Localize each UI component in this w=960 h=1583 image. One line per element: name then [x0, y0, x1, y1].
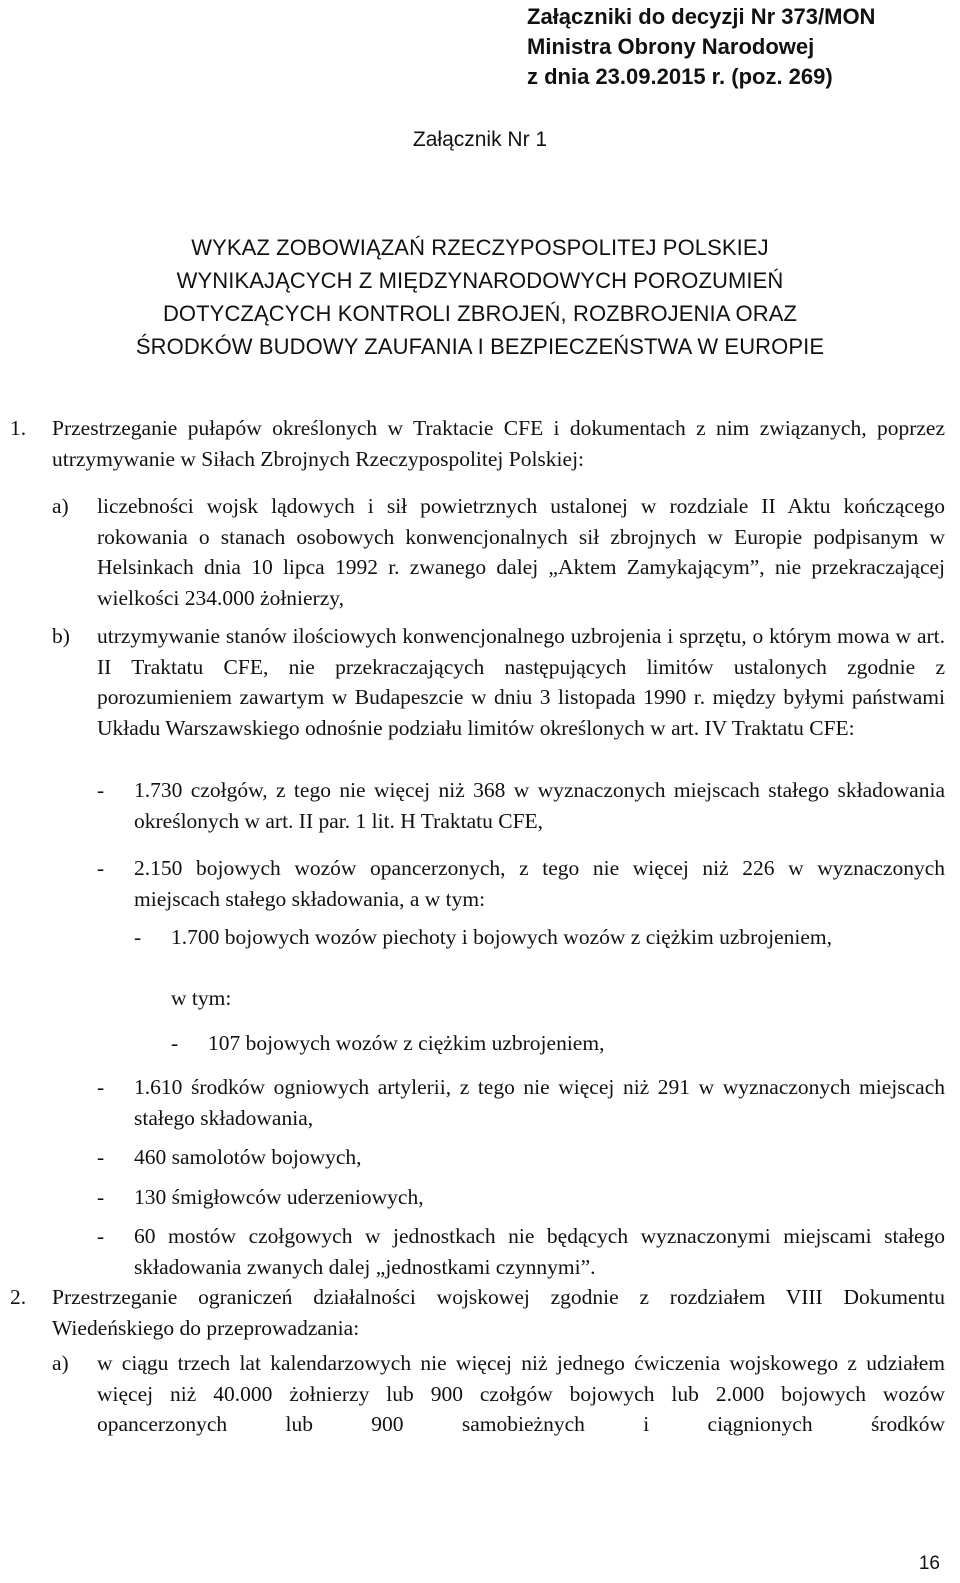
section-2a-marker: a): [52, 1351, 69, 1375]
section-2-number: 2.: [10, 1285, 27, 1309]
limit-artillery: 1.610 środków ogniowych artylerii, z tego nie więcej niż 291 w wyznaczonych miejscach stałego składowania,: [134, 1075, 945, 1130]
section-1b-text: utrzymywanie stanów ilościowych konwencjonalnego uzbrojenia i sprzętu, o którym mowa w art. II Traktatu CFE, nie przekraczających następujących limitów ustalonych zgodnie z porozumieniem zawartym w Budapeszcie w dniu 3 listopada 1990 r. między byłymi państwami Układu Warszawskiego odnośnie podziału limitów określonych w art. IV Traktatu CFE:: [97, 624, 945, 740]
dash-3: -: [97, 1075, 105, 1099]
document-title: [0, 231, 960, 363]
section-1b-marker: b): [52, 624, 70, 648]
limit-bridges: 60 mostów czołgowych w jednostkach nie będących wyznaczonymi miejscami stałego składowania zwanych dalej „jednostkami czynnymi”.: [134, 1224, 945, 1279]
dash-2a: -: [134, 925, 142, 949]
header-line-1: Załączniki do decyzji Nr 373/MON: [527, 4, 876, 29]
section-1-lead: [52, 413, 945, 474]
annex-label: Załącznik Nr 1: [412, 128, 548, 151]
section-1a-marker: a): [52, 494, 69, 518]
title-line-2: WYNIKAJĄCYCH Z MIĘDZYNARODOWYCH POROZUMIEŃ: [176, 268, 784, 293]
dash-2: -: [97, 856, 105, 880]
decision-header: [527, 2, 947, 92]
section-2a-text: w ciągu trzech lat kalendarzowych nie więcej niż jednego ćwiczenia wojskowego z udziałem więcej niż 40.000 żołnierzy lub 900 czołgów bojowych lub 2.000 bojowych wozów opancerzonych lub 900 samobieżnych i ciągnionych środków: [97, 1351, 945, 1436]
limit-infantry-vehicles-w-tym: w tym:: [171, 986, 232, 1010]
dash-5: -: [97, 1185, 105, 1209]
dash-4: -: [97, 1145, 105, 1169]
section-1-lead-text: Przestrzeganie pułapów określonych w Traktacie CFE i dokumentach z nim związanych, poprzez utrzymywanie w Siłach Zbrojnych Rzeczypospolitej Polskiej:: [52, 416, 945, 471]
dash-6: -: [97, 1224, 105, 1248]
dash-1: -: [97, 778, 105, 802]
limit-heavy-armament: 107 bojowych wozów z ciężkim uzbrojeniem,: [208, 1031, 605, 1055]
limit-helicopters: 130 śmigłowców uderzeniowych,: [134, 1185, 424, 1209]
limit-tanks: 1.730 czołgów, z tego nie więcej niż 368 w wyznaczonych miejscach stałego składowania określonych w art. II par. 1 lit. H Traktatu CFE,: [134, 778, 945, 833]
section-1-number: 1.: [10, 416, 27, 440]
dash-2a-i: -: [171, 1031, 179, 1055]
page-number: 16: [918, 1553, 940, 1574]
limit-aircraft: 460 samolotów bojowych,: [134, 1145, 362, 1169]
header-line-3: z dnia 23.09.2015 r. (poz. 269): [527, 64, 833, 89]
limit-armoured-vehicles: 2.150 bojowych wozów opancerzonych, z tego nie więcej niż 226 w wyznaczonych miejscach stałego składowania, a w tym:: [134, 856, 945, 911]
title-line-4: ŚRODKÓW BUDOWY ZAUFANIA I BEZPIECZEŃSTWA W EUROPIE: [135, 334, 825, 359]
section-1a-text: liczebności wojsk lądowych i sił powietrznych ustalonej w rozdziale II Aktu kończącego rokowania o stanach osobowych konwencjonalnych sił zbrojnych w Europie podpisanym w Helsinkach dnia 10 lipca 1992 r. zwanego dalej „Aktem Zamykającym”, nie przekraczającej wielkości 234.000 żołnierzy,: [97, 494, 945, 610]
header-line-2: Ministra Obrony Narodowej: [527, 34, 815, 59]
title-line-3: DOTYCZĄCYCH KONTROLI ZBROJEŃ, ROZBROJENIA ORAZ: [162, 301, 798, 326]
section-2-lead: Przestrzeganie ograniczeń działalności wojskowej zgodnie z rozdziałem VIII Dokumentu Wiedeńskiego do przeprowadzania:: [52, 1285, 945, 1340]
limit-infantry-vehicles: 1.700 bojowych wozów piechoty i bojowych wozów z ciężkim uzbrojeniem,: [171, 925, 832, 949]
title-line-1: WYKAZ ZOBOWIĄZAŃ RZECZYPOSPOLITEJ POLSKIEJ: [191, 235, 769, 260]
